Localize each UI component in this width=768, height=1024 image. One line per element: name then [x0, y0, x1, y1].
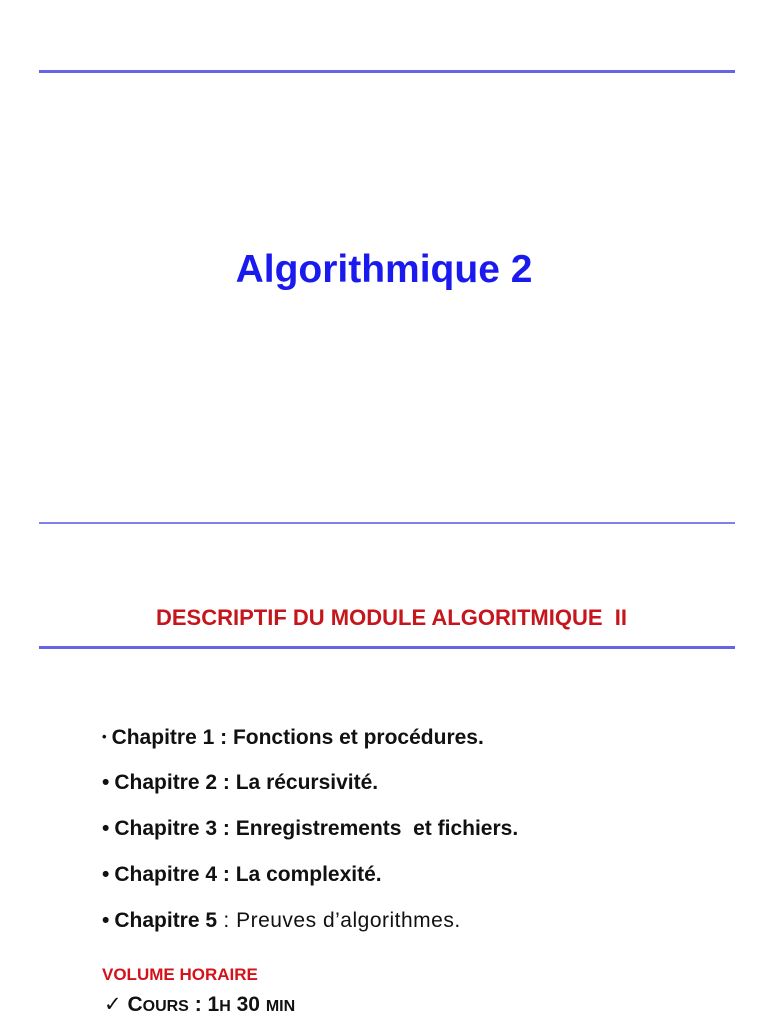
cours-minutes: 30	[230, 993, 266, 1016]
chapter-label: Chapitre 5	[114, 909, 218, 932]
list-item-chapter-4	[102, 860, 518, 906]
chapter-separator: :	[217, 863, 236, 886]
bullet-icon: •	[102, 909, 110, 932]
bullet-icon: •	[102, 771, 110, 794]
list-item-chapter-1	[102, 722, 518, 768]
chapter-separator: :	[217, 909, 237, 932]
middle-divider	[39, 522, 735, 524]
cours-minute-unit: MIN	[265, 998, 296, 1015]
chapter-description: Enregistrements et fichiers.	[235, 817, 519, 840]
heading-divider	[39, 646, 735, 649]
list-item-chapter-5	[102, 906, 518, 952]
cours-rest: OURS	[142, 998, 189, 1015]
list-item-chapter-2	[102, 768, 518, 814]
cours-hour-unit: H	[219, 998, 231, 1015]
bullet-icon: •	[102, 817, 110, 840]
list-item-chapter-3	[102, 814, 518, 860]
chapter-label: Chapitre 1	[111, 726, 215, 749]
chapter-label: Chapitre 4	[114, 863, 218, 886]
top-divider	[39, 70, 735, 73]
chapter-list	[102, 722, 518, 952]
module-heading: DESCRIPTIF DU MODULE ALGORITMIQUE II	[156, 605, 627, 630]
chapter-description: La récursivité.	[235, 771, 379, 794]
cours-initial: C	[127, 993, 143, 1016]
cours-hours: 1	[207, 993, 220, 1016]
chapter-description: Fonctions et procédures.	[232, 726, 484, 749]
bullet-icon: •	[102, 729, 107, 744]
cours-separator: :	[188, 993, 208, 1016]
slide-title: Algorithmique 2	[235, 248, 533, 291]
chapter-separator: :	[217, 771, 236, 794]
chapter-description: La complexité.	[235, 863, 382, 886]
bullet-icon: •	[102, 863, 110, 886]
chapter-separator: :	[214, 726, 233, 749]
chapter-separator: :	[217, 817, 236, 840]
chapter-label: Chapitre 2	[114, 771, 218, 794]
checkmark-icon: ✓	[104, 993, 122, 1016]
cours-duration	[104, 990, 295, 1022]
chapter-label: Chapitre 3	[114, 817, 218, 840]
volume-horaire-label: VOLUME HORAIRE	[102, 965, 258, 984]
chapter-description: Preuves d’algorithmes.	[236, 909, 461, 932]
